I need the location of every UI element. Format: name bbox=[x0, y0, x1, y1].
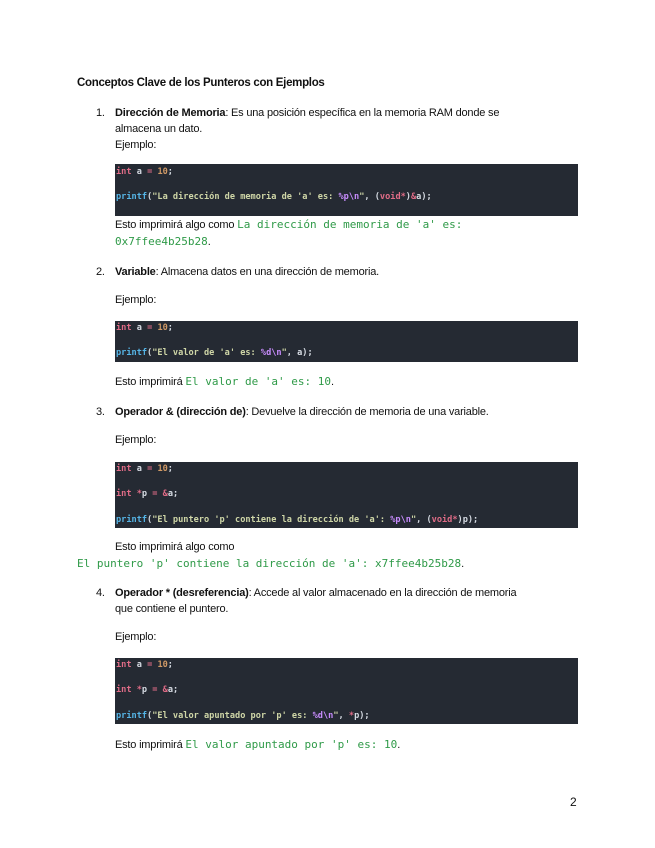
code-line: int *p = &a; bbox=[116, 489, 179, 499]
example-label: Ejemplo: bbox=[115, 139, 157, 151]
output-text-1 bbox=[115, 218, 462, 231]
item-description bbox=[115, 264, 575, 280]
code-line: printf("El puntero 'p' contiene la dirección de 'a': %p\n", (void*)p); bbox=[116, 515, 479, 525]
code-line: int a = 10; bbox=[116, 660, 173, 670]
code-block-4 bbox=[115, 658, 578, 724]
output-suffix: . bbox=[331, 376, 334, 388]
code-line: printf("El valor de 'a' es: %d\n", a); bbox=[116, 348, 313, 358]
item-term: Dirección de Memoria bbox=[115, 107, 226, 119]
output-prefix: Esto imprimirá bbox=[115, 376, 186, 388]
item-desc: : Devuelve la dirección de memoria de una variable. bbox=[245, 406, 489, 418]
item-desc: : Es una posición específica en la memoria RAM donde se bbox=[225, 107, 500, 119]
section-title: Conceptos Clave de los Punteros con Ejemplos bbox=[77, 77, 325, 89]
item-desc: : Almacena datos en una dirección de memoria. bbox=[155, 266, 379, 278]
item-desc-cont: que contiene el puntero. bbox=[115, 603, 229, 615]
example-label: Ejemplo: bbox=[115, 631, 157, 643]
output-text-4 bbox=[115, 738, 400, 751]
code-line: printf("La dirección de memoria de 'a' es: %p\n", (void*)&a); bbox=[116, 192, 432, 202]
item-number: 1. bbox=[96, 107, 105, 119]
code-line: int a = 10; bbox=[116, 464, 173, 474]
code-line: int *p = &a; bbox=[116, 685, 179, 695]
item-description bbox=[115, 404, 575, 420]
code-line: int a = 10; bbox=[116, 323, 173, 333]
output-code: La dirección de memoria de 'a' es: bbox=[237, 218, 463, 231]
output-code: El puntero 'p' contiene la dirección de 'a': x7ffee4b25b28 bbox=[77, 557, 462, 570]
output-suffix: . bbox=[397, 739, 401, 751]
item-term: Operador * (desreferencia) bbox=[115, 587, 249, 599]
output-prefix: Esto imprimirá algo como bbox=[115, 219, 238, 231]
item-number: 4. bbox=[96, 587, 105, 599]
page-number: 2 bbox=[570, 795, 577, 809]
output-code: El valor de 'a' es: 10 bbox=[185, 375, 332, 388]
example-label: Ejemplo: bbox=[115, 294, 157, 306]
code-line: int a = 10; bbox=[116, 167, 173, 177]
output-text-1-cont bbox=[115, 235, 211, 248]
code-block-3 bbox=[115, 462, 578, 528]
output-code: 0x7ffee4b25b28 bbox=[115, 235, 208, 248]
item-description bbox=[115, 585, 575, 617]
item-number: 3. bbox=[96, 406, 105, 418]
item-term: Variable bbox=[115, 266, 156, 278]
output-prefix: Esto imprimirá bbox=[115, 739, 186, 751]
output-suffix: . bbox=[207, 236, 211, 248]
code-block-2 bbox=[115, 321, 578, 362]
output-code: El valor apuntado por 'p' es: 10 bbox=[185, 738, 398, 751]
output-text-2 bbox=[115, 375, 334, 388]
output-text-3: Esto imprimirá algo como bbox=[115, 541, 235, 553]
item-term: Operador & (dirección de) bbox=[115, 406, 246, 418]
item-description bbox=[115, 105, 575, 153]
code-line: printf("El valor apuntado por 'p' es: %d\n", *p); bbox=[116, 711, 370, 721]
output-text-3-cont bbox=[77, 557, 464, 570]
output-suffix: . bbox=[461, 558, 464, 570]
item-desc: : Accede al valor almacenado en la dirección de memoria bbox=[248, 587, 517, 599]
item-number: 2. bbox=[96, 266, 105, 278]
example-label: Ejemplo: bbox=[115, 434, 157, 446]
code-block-1 bbox=[115, 164, 578, 216]
item-desc-cont: almacena un dato. bbox=[115, 123, 203, 135]
